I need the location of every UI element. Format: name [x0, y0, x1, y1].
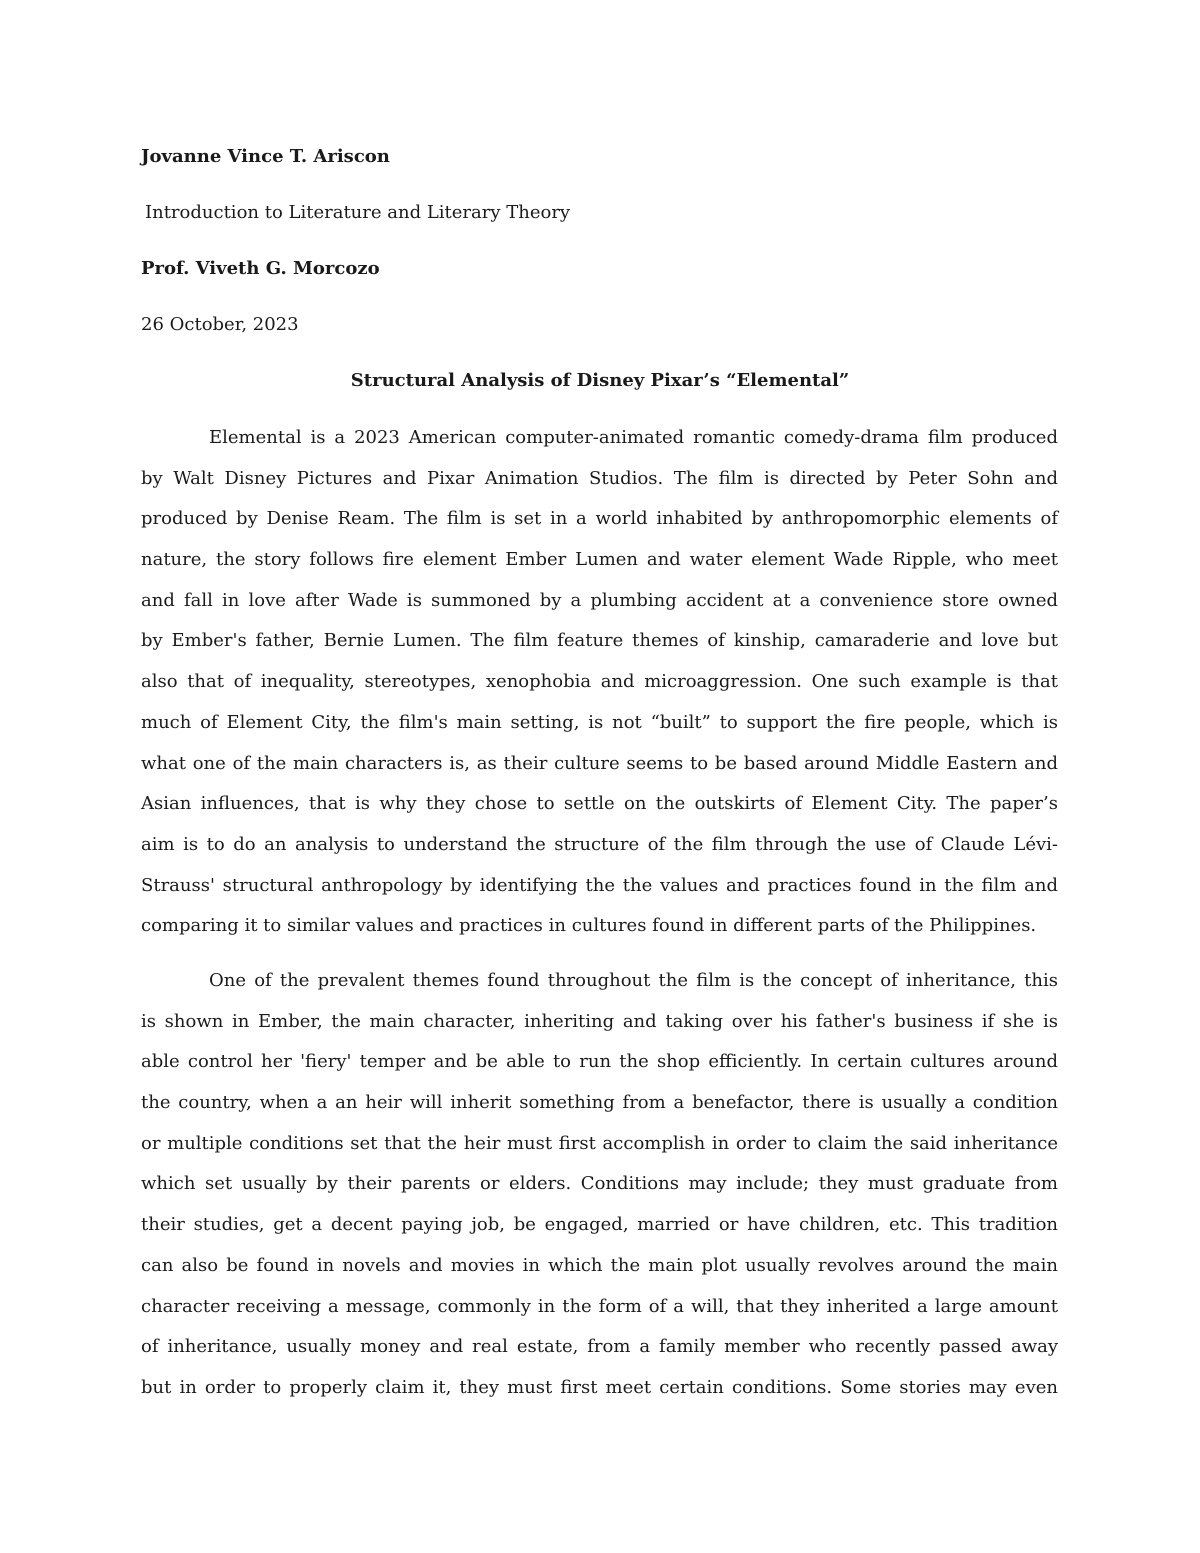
body-paragraph	[141, 418, 1058, 947]
paragraph-line: or multiple conditions set that the heir must first accomplish in order to claim the said inheritance	[141, 1132, 1058, 1154]
paragraph-line: can also be found in novels and movies in which the main plot usually revolves around the main	[141, 1254, 1058, 1276]
paragraph-line: able control her 'fiery' temper and be able to run the shop efficiently. In certain cultures around	[141, 1051, 1058, 1073]
paragraph-line: Strauss' structural anthropology by identifying the the values and practices found in the film and	[141, 874, 1058, 896]
course-name: Introduction to Literature and Literary Theory	[145, 202, 571, 223]
paragraph-line: One of the prevalent themes found throughout the film is the concept of inheritance, this	[209, 970, 1058, 991]
paragraph-line: produced by Denise Ream. The film is set in a world inhabited by anthropomorphic elements of	[141, 508, 1058, 530]
paragraph-line: also that of inequality, stereotypes, xenophobia and microaggression. One such example is that	[141, 671, 1058, 693]
paragraph-line: the country, when a an heir will inherit something from a benefactor, there is usually a condition	[141, 1092, 1058, 1114]
body-paragraph	[141, 961, 1058, 1409]
paragraph-line: what one of the main characters is, as their culture seems to be based around Middle Eastern and	[141, 752, 1058, 774]
document-title: Structural Analysis of Disney Pixar’s “Elemental”	[350, 370, 850, 391]
paragraph-line: by Walt Disney Pictures and Pixar Animation Studios. The film is directed by Peter Sohn and	[141, 467, 1058, 489]
paragraph-line: their studies, get a decent paying job, be engaged, married or have children, etc. This tradition	[141, 1214, 1058, 1236]
paragraph-line: character receiving a message, commonly in the form of a will, that they inherited a large amount	[141, 1295, 1058, 1317]
paragraph-line: nature, the story follows fire element Ember Lumen and water element Wade Ripple, who meet	[141, 549, 1058, 571]
paragraph-line: is shown in Ember, the main character, inheriting and taking over his father's business if she is	[141, 1010, 1058, 1032]
paragraph-line: which set usually by their parents or elders. Conditions may include; they must graduate from	[141, 1173, 1058, 1195]
paragraph-line: Asian influences, that is why they chose to settle on the outskirts of Element City. The paper’s	[141, 793, 1058, 815]
paragraph-line: but in order to properly claim it, they must first meet certain conditions. Some stories may even	[141, 1376, 1058, 1398]
paragraph-line: by Ember's father, Bernie Lumen. The film feature themes of kinship, camaraderie and love but	[141, 630, 1058, 652]
paragraph-line: and fall in love after Wade is summoned by a plumbing accident at a convenience store owned	[141, 589, 1058, 611]
paragraph-line: much of Element City, the film's main setting, is not “built” to support the fire people, which is	[141, 711, 1058, 733]
paragraph-line: comparing it to similar values and practices in cultures found in different parts of the Philippines.	[141, 915, 1037, 937]
paragraph-line: aim is to do an analysis to understand the structure of the film through the use of Claude Lévi-	[141, 833, 1058, 855]
paragraph-line: Elemental is a 2023 American computer-animated romantic comedy-drama film produced	[209, 427, 1058, 448]
professor-name: Prof. Viveth G. Morcozo	[141, 258, 380, 279]
author-name: Jovanne Vince T. Ariscon	[141, 146, 390, 167]
document-date: 26 October, 2023	[141, 314, 299, 335]
paragraph-line: of inheritance, usually money and real estate, from a family member who recently passed away	[141, 1336, 1058, 1358]
